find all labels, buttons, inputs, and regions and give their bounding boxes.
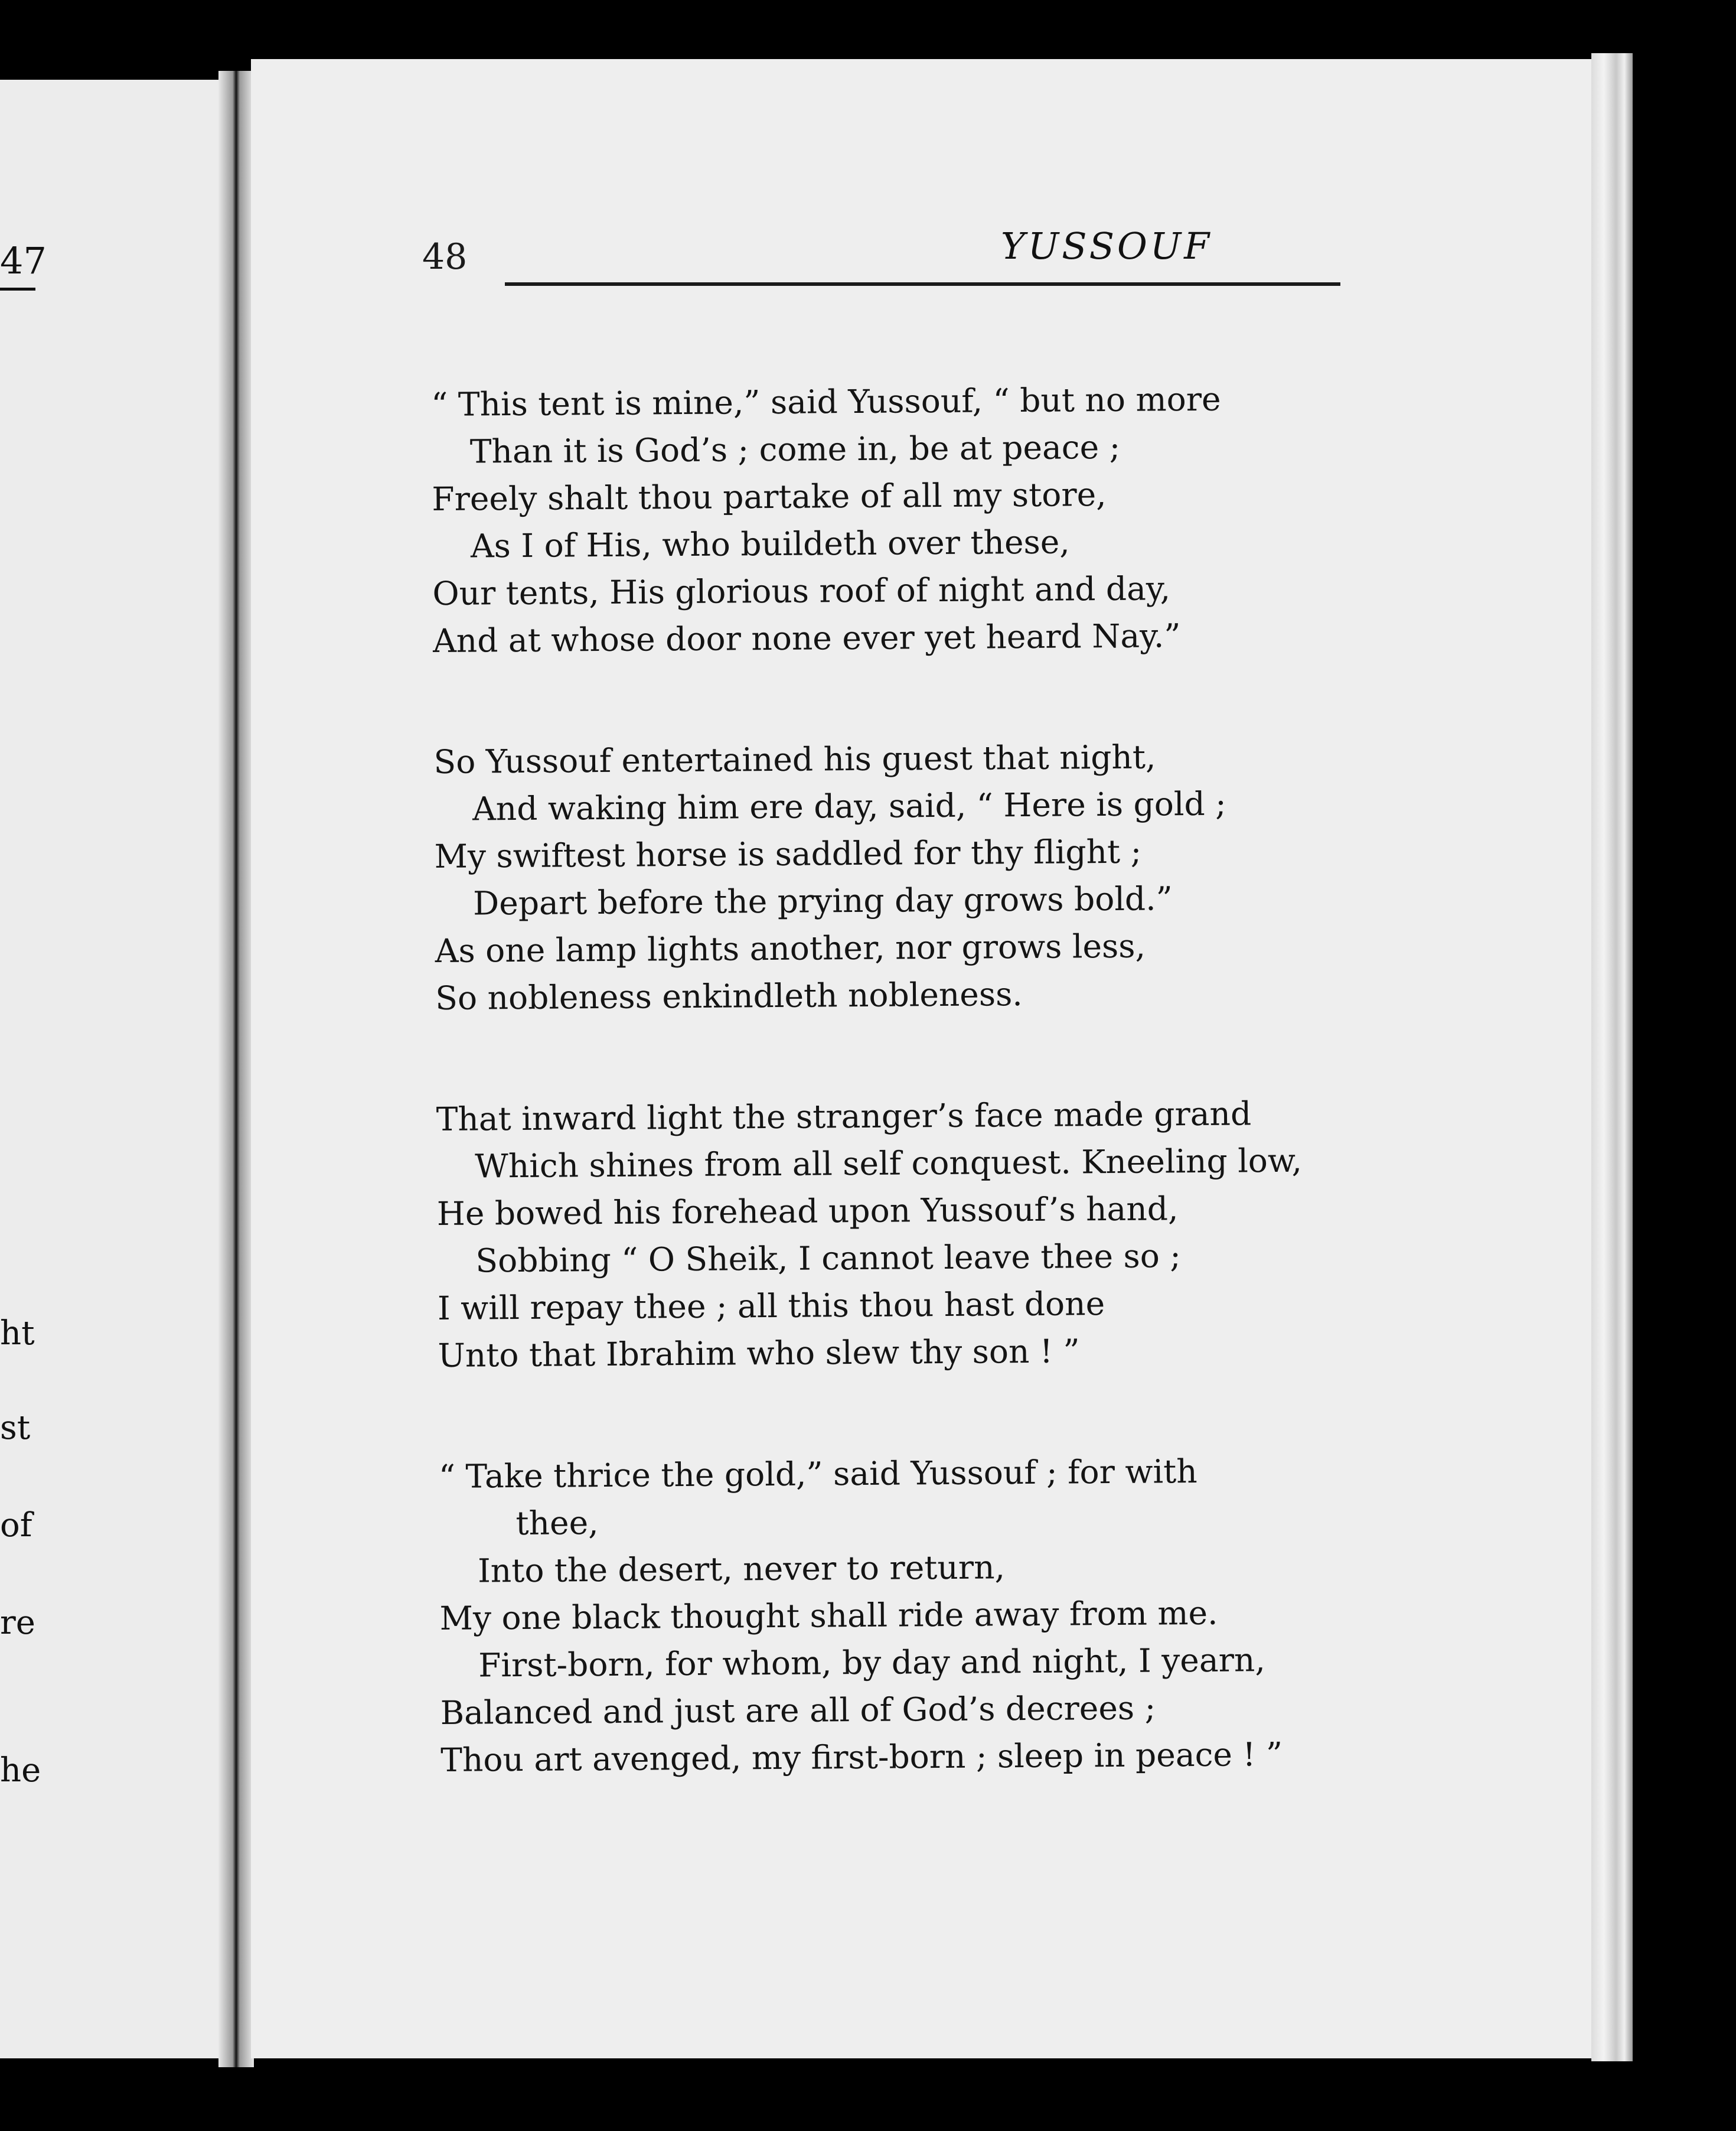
poem-line: thee,	[515, 1504, 599, 1543]
poem-line: And waking him ere day, said, “ Here is gold ;	[472, 784, 1226, 828]
previous-page-rule	[0, 288, 35, 291]
poem-line: “ This tent is mine,” said Yussouf, “ but no more	[431, 380, 1221, 423]
book-gutter	[218, 71, 254, 2067]
poem-line: My swiftest horse is saddled for thy flight ;	[434, 832, 1142, 875]
poem-line: So nobleness enkindleth nobleness.	[435, 975, 1023, 1017]
page-edge	[1591, 53, 1633, 2061]
poem-line: “ Take thrice the gold,” said Yussouf ; for with	[438, 1452, 1197, 1495]
page-header	[422, 219, 1585, 289]
previous-page	[0, 80, 236, 2058]
poem-line: As one lamp lights another, nor grows less,	[435, 927, 1146, 970]
stanza	[431, 373, 1602, 664]
previous-page-fragment: re	[0, 1604, 35, 1642]
book-page	[251, 59, 1603, 2058]
poem-line: So Yussouf entertained his guest that night,	[433, 738, 1156, 781]
poem-line: He bowed his forehead upon Yussouf’s hand,	[436, 1190, 1179, 1233]
previous-page-fragment: he	[0, 1751, 41, 1790]
page-number: 48	[422, 236, 468, 278]
header-rule	[505, 282, 1340, 286]
poem-line: Balanced and just are all of God’s decrees ;	[440, 1689, 1156, 1732]
poem-line: Freely shalt thou partake of all my store,	[432, 475, 1107, 518]
poem-line: Into the desert, never to return,	[477, 1548, 1006, 1590]
poem-line: Our tents, His glorious roof of night and day,	[432, 569, 1171, 612]
poem-line: First-born, for whom, by day and night, I yearn,	[478, 1641, 1266, 1684]
stanza	[433, 730, 1604, 1022]
poem-line: And at whose door none ever yet heard Nay.”	[432, 617, 1181, 660]
poem-line: My one black thought shall ride away from me.	[439, 1594, 1218, 1637]
stanza	[439, 1445, 1610, 1784]
poem-line: Unto that Ibrahim who slew thy son ! ”	[438, 1332, 1080, 1374]
poem-line: Which shines from all self conquest. Kneeling low,	[475, 1141, 1303, 1185]
previous-page-number: 47	[0, 239, 47, 282]
stanza	[436, 1087, 1607, 1379]
poem-line: Depart before the prying day grows bold.”	[472, 879, 1173, 923]
poem-line: Thou art avenged, my first-born ; sleep in peace ! ”	[440, 1735, 1283, 1779]
poem-line: Sobbing “ O Sheik, I cannot leave thee so ;	[475, 1237, 1182, 1280]
poem-line: As I of His, who buildeth over these,	[470, 523, 1070, 565]
poem-line: I will repay thee ; all this thou hast done	[437, 1285, 1105, 1327]
poem-line: That inward light the stranger’s face made grand	[436, 1094, 1252, 1138]
previous-page-fragment: st	[0, 1409, 31, 1447]
poem-body	[431, 373, 1610, 1858]
previous-page-fragment: ht	[0, 1314, 35, 1353]
poem-line: Than it is God’s ; come in, be at peace ;	[469, 428, 1121, 471]
running-title: YUSSOUF	[1001, 224, 1213, 268]
previous-page-fragment: of	[0, 1506, 32, 1545]
